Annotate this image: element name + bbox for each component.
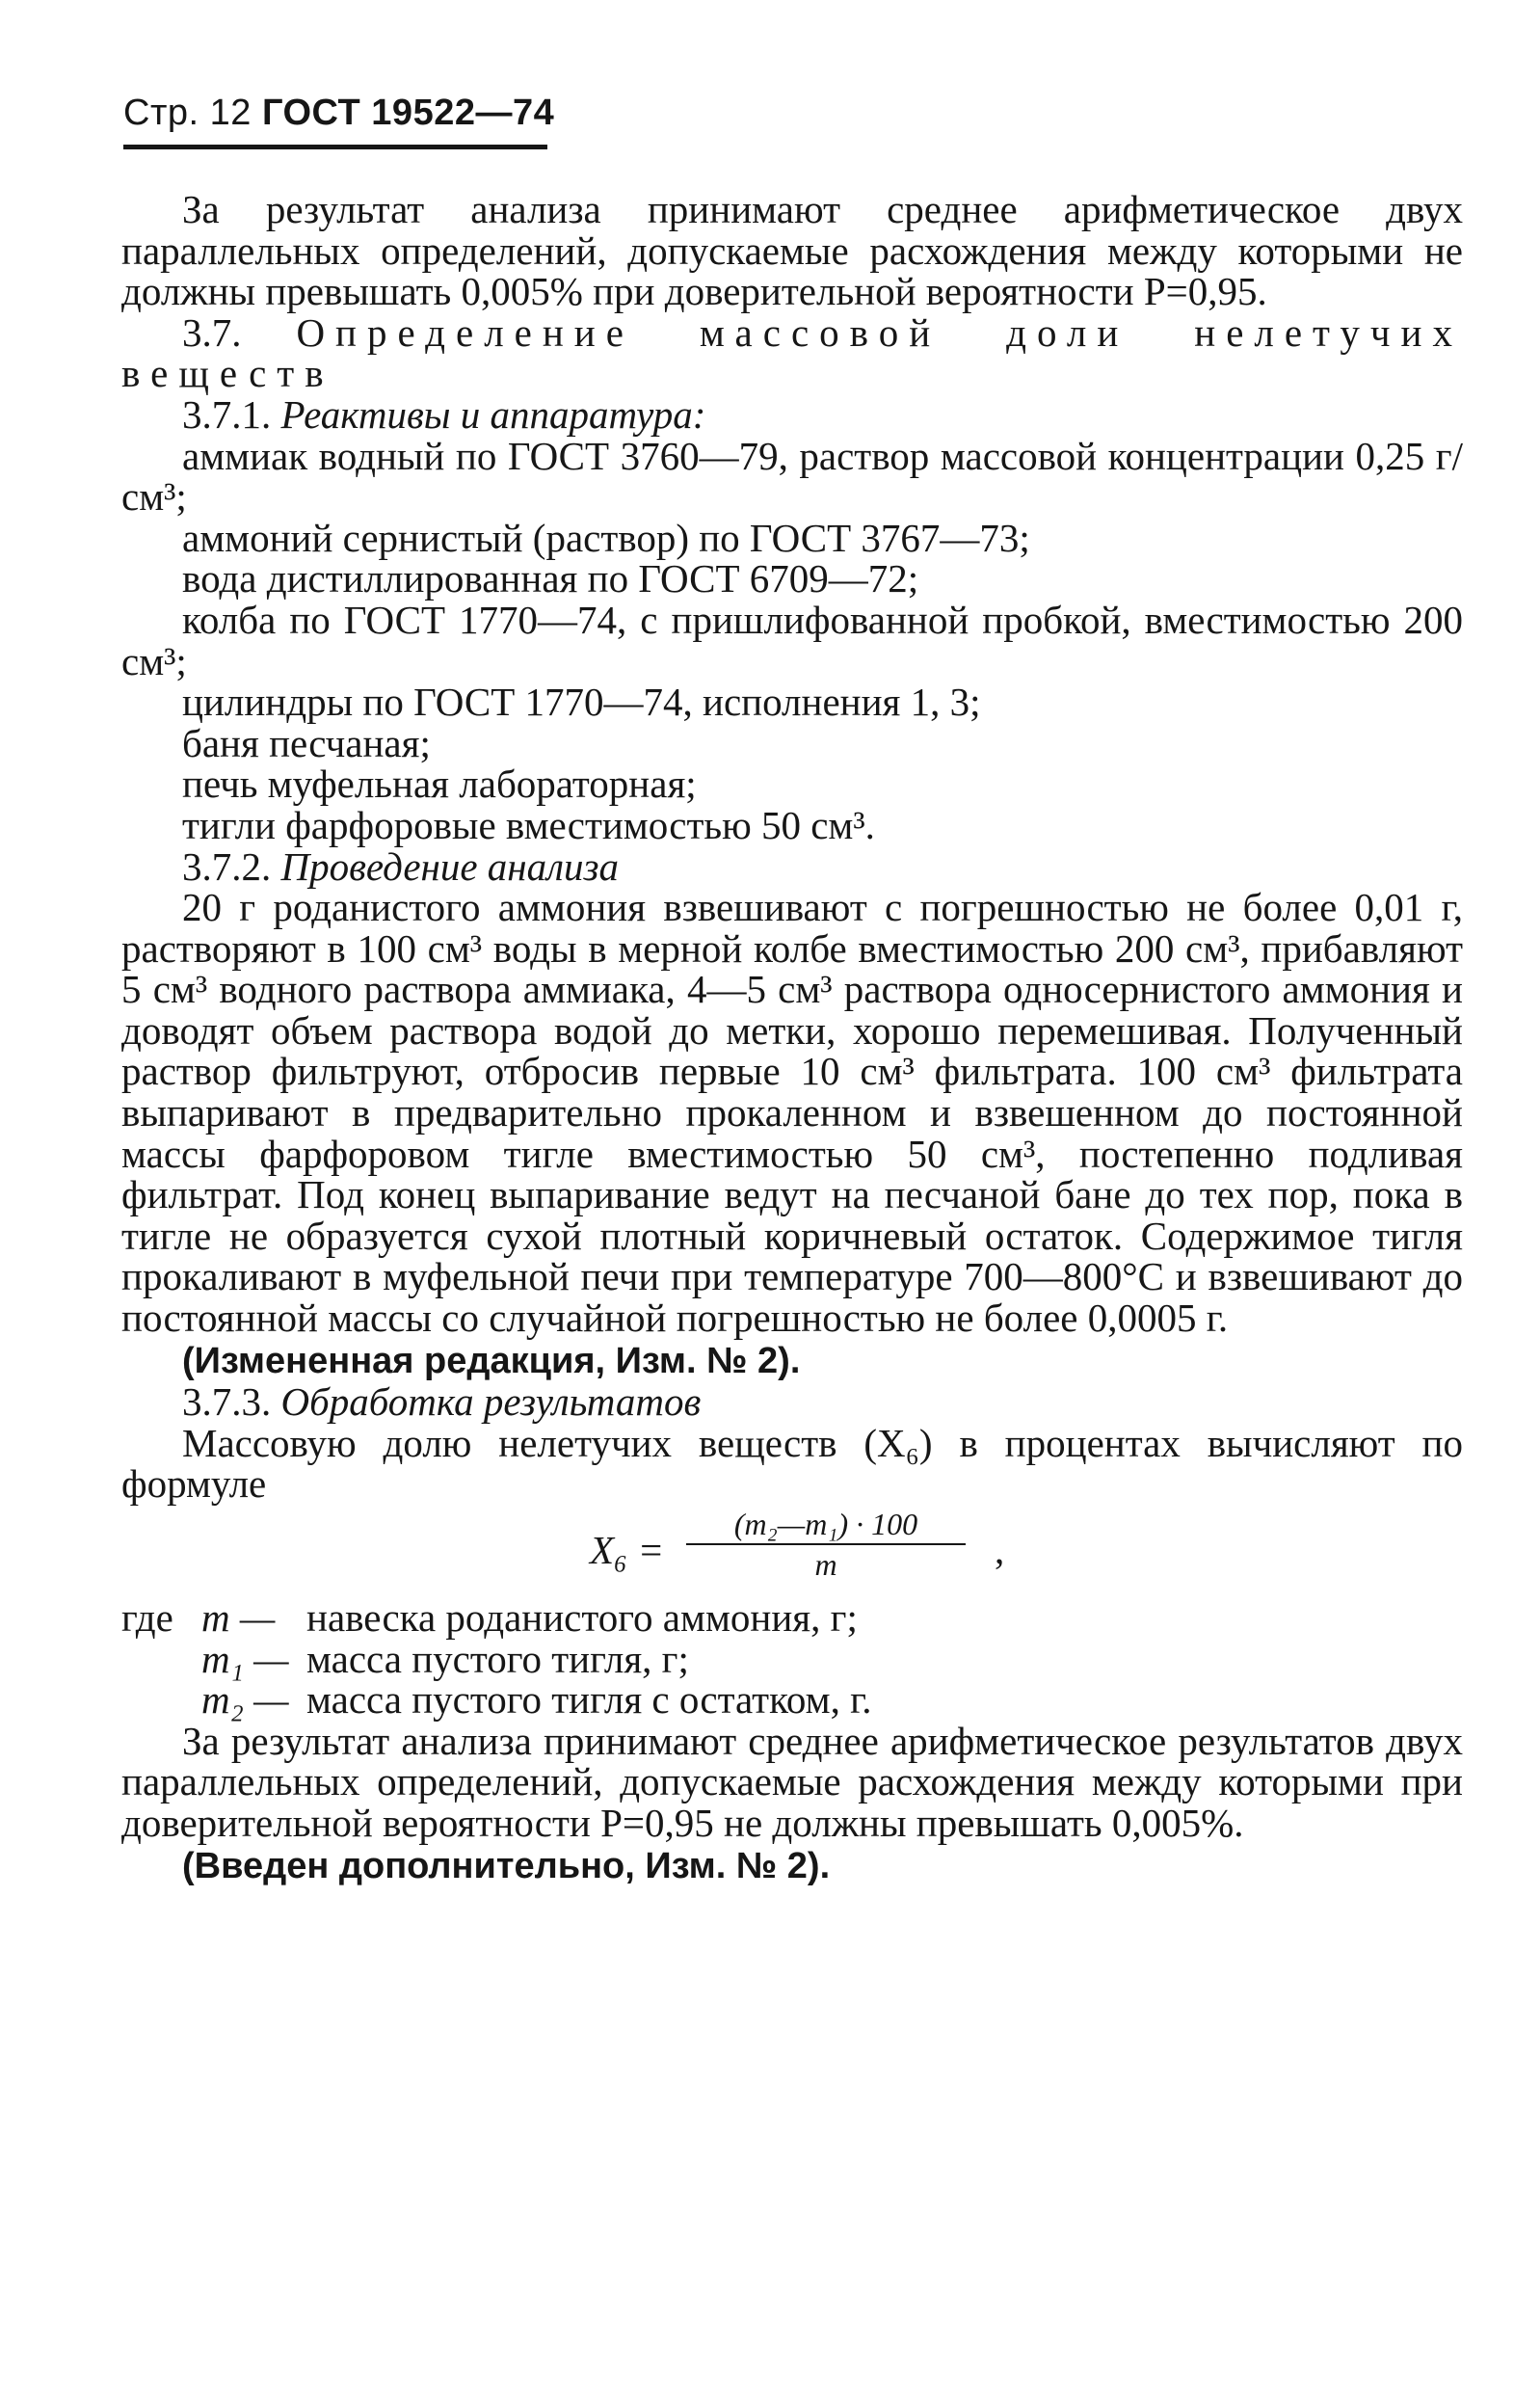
legend-text: масса пустого тигля, г;: [306, 1636, 689, 1681]
section-number: 3.7.3.: [182, 1379, 272, 1425]
amendment-text: (Измененная редакция, Изм. № 2).: [182, 1340, 801, 1381]
formula-comma: ,: [995, 1528, 1005, 1572]
legend-text: навеска роданистого аммония, г;: [306, 1595, 858, 1640]
section-3-7-2-heading: [121, 843, 1463, 889]
paragraph-final-result: За результат анализа принимают среднее арифметическое результатов двух параллельных определений, допускаемые расхождения между которыми при доверительной вероятности Р=0,95 не должны превышать 0,005%.: [121, 1718, 1463, 1845]
formula-legend: [121, 1597, 1463, 1721]
legend-prefix: где: [121, 1595, 173, 1640]
amendment-note: [121, 1339, 1463, 1382]
formula-fraction: [686, 1505, 966, 1584]
formula: [121, 1505, 1463, 1597]
legend-symbol: m₁ —: [201, 1636, 289, 1681]
paragraph-result: За результат анализа принимают среднее арифметическое двух параллельных определений, допускаемые расхождения между которыми не должны превышать 0,005% при доверительной вероятности Р=0,95.: [121, 187, 1463, 314]
formula-lhs: X₆ =: [590, 1528, 665, 1572]
section-number: 3.7.: [182, 309, 242, 355]
legend-text: масса пустого тигля с остатком, г.: [306, 1677, 872, 1723]
legend-symbol: m₂ —: [201, 1677, 289, 1723]
paragraph-procedure: 20 г роданистого аммония взвешивают с погрешностью не более 0,01 г, растворяют в 100 см³ воды в мерной колбе вместимостью 200 см³, прибавляют 5 см³ водного раствора аммиака, 4—5 см³ раствора односернистого аммония и доводят объем раствора водой до метки, хорошо перемешивая. Полученный раствор фильтруют, отбросив первые 10 см³ фильтрата. 100 см³ фильтрата выпаривают в предварительно прокаленном и взвешенном до постоянной массы фарфоровом тигле вместимостью 50 см³, постепенно подливая фильтрат. Под конец выпаривание ведут на песчаной бане до тех пор, пока в тигле не образуется сухой плотный коричневый остаток. Содержимое тигля прокаливают в муфельной печи при температуре 700—800°С и взвешивают до постоянной массы со случайной погрешностью не более 0,0005 г.: [121, 885, 1463, 1341]
reagent-item: аммиак водный по ГОСТ 3760—79, раствор массовой концентрации 0,25 г/см³;: [121, 433, 1463, 520]
section-title: Обработка результатов: [280, 1379, 702, 1425]
reagent-item: печь муфельная лабораторная;: [182, 762, 697, 807]
reagent-item: тигли фарфоровые вместимостью 50 см³.: [182, 802, 875, 847]
formula-denominator: m: [686, 1543, 966, 1584]
section-number: 3.7.2.: [182, 843, 272, 889]
legend-row: [121, 1636, 1463, 1681]
section-title: Проведение анализа: [280, 843, 620, 889]
section-3-7-1-heading: [121, 391, 1463, 437]
formula-numerator: (m₂—m₁) · 100: [733, 1507, 918, 1541]
page-header: [123, 93, 554, 134]
standard-number: ГОСТ 19522—74: [261, 93, 555, 133]
legend-row: [121, 1679, 1463, 1721]
paragraph-formula-intro: Массовую долю нелетучих веществ (Х₆) в процентах вычисляют по формуле: [121, 1420, 1463, 1507]
header-rule: [123, 145, 547, 149]
section-number: 3.7.1.: [182, 391, 272, 437]
section-3-7-heading: [121, 309, 1463, 396]
section-title: Реактивы и аппаратура:: [280, 391, 706, 437]
page-body: [121, 189, 1463, 1886]
reagent-item: вода дистиллированная по ГОСТ 6709—72;: [182, 556, 919, 601]
reagent-item: аммоний сернистый (раствор) по ГОСТ 3767—73;: [182, 515, 1030, 560]
reagent-item: баня песчаная;: [182, 720, 431, 765]
section-3-7-3-heading: [121, 1381, 1463, 1423]
amendment-note: [121, 1844, 1463, 1887]
amendment-text: (Введен дополнительно, Изм. № 2).: [182, 1845, 831, 1886]
page-number: Стр. 12: [123, 93, 252, 133]
legend-row: [121, 1597, 1463, 1639]
legend-symbol: m —: [201, 1595, 276, 1640]
section-title: Определение массовой доли нелетучих веществ: [121, 309, 1463, 396]
reagent-item: колба по ГОСТ 1770—74, с пришлифованной пробкой, вместимостью 200 см³;: [121, 597, 1463, 683]
reagent-item: цилиндры по ГОСТ 1770—74, исполнения 1, 3;: [182, 680, 981, 725]
